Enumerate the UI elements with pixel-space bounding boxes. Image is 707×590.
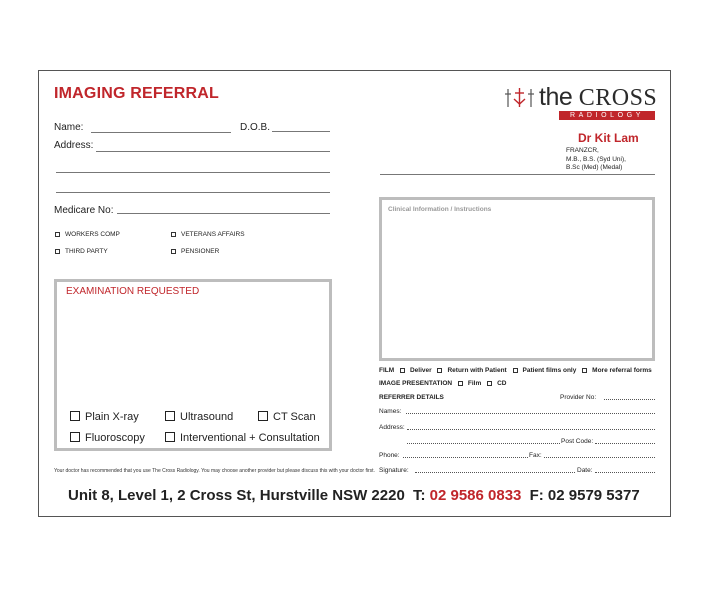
- checkbox-icon: [400, 368, 405, 373]
- address-field-line-2[interactable]: [56, 172, 330, 173]
- checkbox-icon: [55, 249, 60, 254]
- provider-field[interactable]: [604, 394, 655, 400]
- checkbox-icon: [171, 249, 176, 254]
- footer-fax: 02 9579 5377: [547, 487, 640, 504]
- footer-phone-prefix: T:: [412, 487, 426, 504]
- logo-subtitle: RADIOLOGY: [559, 111, 655, 120]
- name-field[interactable]: [91, 132, 231, 133]
- film-option-deliver[interactable]: Deliver: [400, 367, 432, 374]
- footer-fax-prefix: F:: [529, 487, 544, 504]
- fax-field[interactable]: [544, 452, 655, 458]
- post-code-label: Post Code:: [561, 438, 594, 445]
- clinical-info-box[interactable]: [379, 197, 655, 361]
- checkbox-icon: [171, 232, 176, 237]
- signature-field[interactable]: [415, 467, 575, 473]
- phone-label: Phone:: [379, 452, 400, 459]
- image-presentation-row: IMAGE PRESENTATION Film CD: [379, 380, 507, 387]
- header-divider: [380, 174, 655, 175]
- checkbox-icon: [582, 368, 587, 373]
- checkbox-icon: [487, 381, 492, 386]
- footer-phone: 02 9586 0833: [429, 487, 522, 504]
- checkbox-icon: [165, 411, 175, 421]
- phone-field[interactable]: [403, 452, 528, 458]
- logo-word-cross: CROSS: [578, 85, 658, 111]
- doctor-qualifications: FRANZCR, M.B., B.S. (Syd Uni), B.Sc (Med) (Medal): [566, 147, 626, 171]
- film-option-return[interactable]: Return with Patient: [437, 367, 506, 374]
- signature-label: Signature:: [379, 467, 409, 474]
- referrer-address-field[interactable]: [407, 424, 655, 430]
- exam-option-fluoroscopy[interactable]: Fluoroscopy: [70, 432, 145, 444]
- checkbox-veterans-affairs[interactable]: VETERANS AFFAIRS: [171, 231, 245, 238]
- referrer-address-label: Address:: [379, 424, 405, 431]
- film-row: FILM Deliver Return with Patient Patient films only More referral forms: [379, 367, 652, 374]
- checkbox-icon: [55, 232, 60, 237]
- checkbox-icon: [458, 381, 463, 386]
- doctor-name: Dr Kit Lam: [578, 131, 639, 145]
- exam-option-plain-xray[interactable]: Plain X-ray: [70, 411, 139, 423]
- exam-option-ct-scan[interactable]: CT Scan: [258, 411, 316, 423]
- film-option-more-forms[interactable]: More referral forms: [582, 367, 652, 374]
- referrer-address-field-2[interactable]: [407, 438, 560, 444]
- clinical-title: Clinical Information / Instructions: [388, 206, 492, 213]
- name-label: Name:: [54, 122, 84, 133]
- referral-form: [38, 70, 671, 517]
- footer-address: Unit 8, Level 1, 2 Cross St, Hurstville NSW 2220: [68, 487, 405, 504]
- names-field[interactable]: [406, 408, 655, 414]
- exam-option-ultrasound[interactable]: Ultrasound: [165, 411, 233, 423]
- date-field[interactable]: [595, 467, 655, 473]
- post-code-field[interactable]: [595, 438, 655, 444]
- address-field-line-1[interactable]: [96, 151, 330, 152]
- medicare-field[interactable]: [117, 213, 330, 214]
- fax-label: Fax:: [529, 452, 542, 459]
- disclaimer-text: Your doctor has recommended that you use The Cross Radiology. You may choose another provider but please discuss this with your doctor first.: [54, 468, 375, 474]
- checkbox-pensioner[interactable]: PENSIONER: [171, 248, 219, 255]
- checkbox-icon: [258, 411, 268, 421]
- checkbox-workers-comp[interactable]: WORKERS COMP: [55, 231, 120, 238]
- checkbox-icon: [70, 432, 80, 442]
- checkbox-third-party[interactable]: THIRD PARTY: [55, 248, 108, 255]
- exam-option-interventional[interactable]: Interventional + Consultation: [165, 432, 320, 444]
- referrer-details-label: REFERRER DETAILS: [379, 394, 444, 401]
- form-title: IMAGING REFERRAL: [54, 85, 219, 102]
- exam-title: EXAMINATION REQUESTED: [66, 286, 200, 297]
- image-option-cd[interactable]: CD: [487, 380, 506, 387]
- image-option-film[interactable]: Film: [458, 380, 481, 387]
- film-option-patient-films[interactable]: Patient films only: [513, 367, 577, 374]
- footer-contact: [68, 487, 640, 504]
- names-label: Names:: [379, 408, 402, 415]
- checkbox-icon: [70, 411, 80, 421]
- logo-word-the: the: [539, 83, 573, 111]
- checkbox-icon: [513, 368, 518, 373]
- date-label: Date:: [577, 467, 593, 474]
- checkbox-icon: [165, 432, 175, 442]
- provider-label: Provider No:: [560, 394, 597, 401]
- examination-box[interactable]: [54, 279, 332, 451]
- checkbox-icon: [437, 368, 442, 373]
- address-label: Address:: [54, 140, 94, 151]
- medicare-label: Medicare No:: [54, 205, 114, 216]
- dob-field[interactable]: [272, 131, 330, 132]
- crosses-logo-icon: [504, 87, 536, 109]
- dob-label: D.O.B.: [240, 122, 271, 133]
- address-field-line-3[interactable]: [56, 192, 330, 193]
